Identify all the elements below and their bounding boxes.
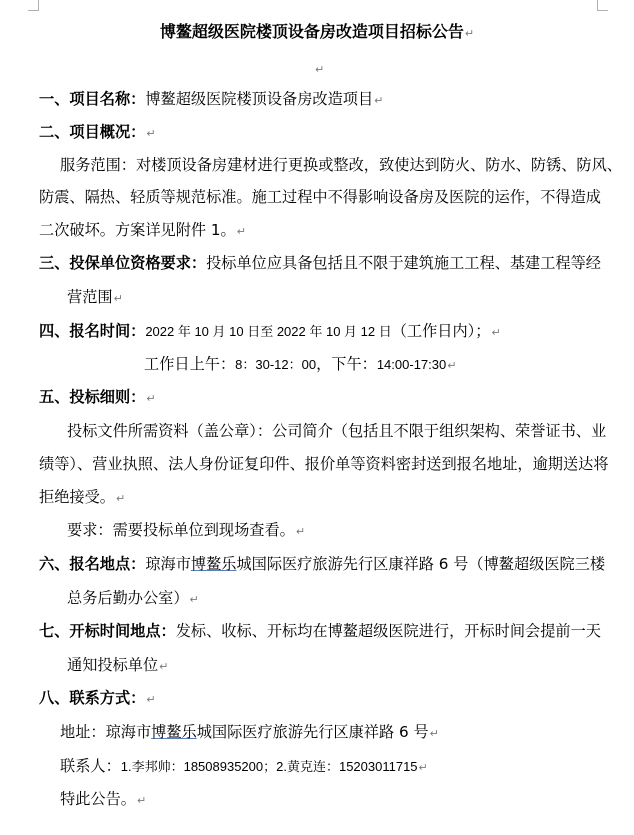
section-6-registration-location: 六、报名地点：琼海市博鳌乐城国际医疗旅游先行区康祥路 6 号（博鳌超级医院三楼 bbox=[39, 555, 606, 573]
paragraph-mark-icon: ↵ bbox=[146, 127, 156, 140]
document-title: 博鳌超级医院楼顶设备房改造项目招标公告↵ bbox=[159, 22, 475, 41]
section-2-line: 二次破坏。方案详见附件 1。↵ bbox=[39, 221, 246, 239]
paragraph-mark-icon: ↵ bbox=[315, 63, 325, 76]
registration-dates: 2022 年 10 月 10 日至 2022 年 10 月 12 日 bbox=[145, 324, 392, 339]
section-heading: 七、开标时间地点： bbox=[39, 622, 176, 640]
paragraph-mark-icon: ↵ bbox=[418, 761, 428, 774]
paragraph-mark-icon: ↵ bbox=[236, 225, 246, 238]
paragraph-mark-icon: ↵ bbox=[113, 292, 123, 305]
contact-persons: 联系人：1.李邦帅：18508935200；2.黄克连：15203011715↵ bbox=[60, 757, 428, 775]
paragraph-mark-icon: ↵ bbox=[159, 660, 169, 673]
paragraph-mark-icon: ↵ bbox=[189, 593, 199, 606]
paragraph-mark-icon: ↵ bbox=[464, 27, 475, 40]
section-5-line: 拒绝接受。↵ bbox=[39, 488, 126, 506]
section-4-registration-time: 四、报名时间：2022 年 10 月 10 日至 2022 年 10 月 12 日（工作日内）；↵ bbox=[39, 322, 501, 340]
paragraph-mark-icon: ↵ bbox=[447, 359, 457, 372]
paragraph-mark-icon: ↵ bbox=[491, 326, 501, 339]
crop-mark-top-right bbox=[597, 0, 608, 11]
empty-paragraph bbox=[314, 58, 324, 80]
contact-person-2: 2.黄克连：15203011715 bbox=[276, 759, 418, 774]
paragraph-mark-icon: ↵ bbox=[295, 525, 306, 538]
section-7-bid-opening: 七、开标时间地点：发标、收标、开标均在博鳌超级医院进行，开标时间会提前一天 bbox=[39, 622, 601, 640]
project-name: 博鳌超级医院楼顶设备房改造项目 bbox=[145, 90, 374, 108]
section-5-requirement: 要求：需要投标单位到现场查看。↵ bbox=[67, 521, 306, 539]
paragraph-mark-icon: ↵ bbox=[115, 492, 126, 505]
section-5-line: 绩等）、营业执照、法人身份证复印件、报价单等资料密封送到报名地址，逾期送达将 bbox=[39, 455, 609, 473]
working-hours: 工作日上午：8：30-12：00，下午：14:00-17:30↵ bbox=[144, 355, 457, 373]
closing-statement: 特此公告。↵ bbox=[60, 790, 147, 808]
section-3-qualification: 三、投保单位资格要求：投标单位应具备包括且不限于建筑施工工程、基建工程等经 bbox=[39, 254, 601, 272]
paragraph-mark-icon: ↵ bbox=[374, 94, 384, 107]
crop-mark-top-left bbox=[28, 0, 39, 11]
section-8-heading: 八、联系方式：↵ bbox=[39, 689, 156, 707]
contact-person-1: 1.李邦帅：18508935200； bbox=[120, 759, 277, 774]
paragraph-mark-icon: ↵ bbox=[146, 392, 156, 405]
paragraph-mark-icon: ↵ bbox=[429, 727, 439, 740]
section-5-heading: 五、投标细则：↵ bbox=[39, 388, 156, 406]
section-2-line: 防震、隔热、轻质等规范标准。施工过程中不得影响设备房及医院的运作，不得造成 bbox=[39, 188, 601, 206]
section-heading: 三、投保单位资格要求： bbox=[39, 254, 207, 272]
section-7-line-2: 通知投标单位↵ bbox=[67, 656, 169, 674]
paragraph-mark-icon: ↵ bbox=[136, 794, 147, 807]
paragraph-mark-icon: ↵ bbox=[146, 693, 156, 706]
section-heading: 四、报名时间： bbox=[39, 322, 146, 340]
section-5-line: 投标文件所需资料（盖公章）：公司简介（包括且不限于组织架构、荣誉证书、业 bbox=[67, 422, 607, 440]
section-6-line-2: 总务后勤办公室）↵ bbox=[67, 589, 199, 607]
section-3-line-2: 营范围↵ bbox=[67, 288, 123, 306]
contact-address: 地址：琼海市博鳌乐城国际医疗旅游先行区康祥路 6 号↵ bbox=[60, 723, 439, 741]
section-2-line: 服务范围：对楼顶设备房建材进行更换或整改，致使达到防火、防水、防锈、防风、 bbox=[60, 156, 622, 174]
section-1-project-name bbox=[39, 89, 383, 111]
section-heading: 一、项目名称： bbox=[39, 90, 146, 108]
section-2-heading: 二、项目概况：↵ bbox=[39, 123, 156, 141]
section-heading: 六、报名地点： bbox=[39, 555, 146, 573]
